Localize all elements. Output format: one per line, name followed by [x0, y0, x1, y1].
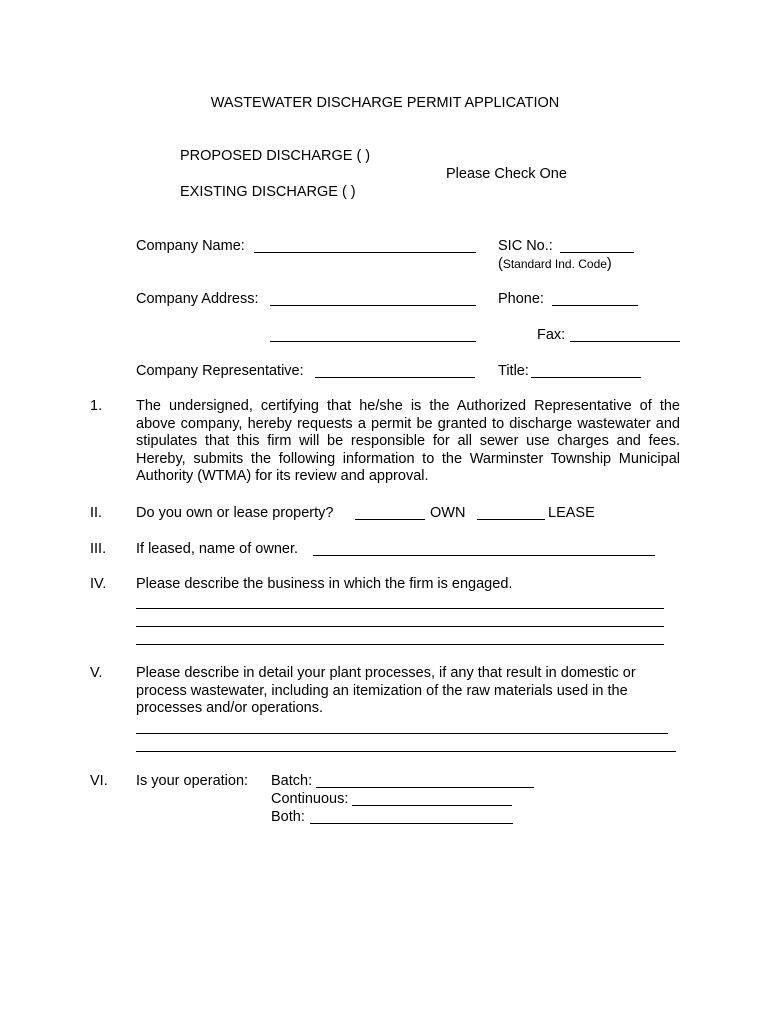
- plant-processes-line-2[interactable]: [136, 751, 676, 752]
- continuous-field[interactable]: [352, 805, 512, 806]
- phone-label: Phone:: [498, 291, 544, 307]
- business-description-line-2[interactable]: [136, 626, 664, 627]
- sic-label: SIC No.:: [498, 238, 553, 254]
- company-address-field[interactable]: [270, 305, 476, 306]
- own-field[interactable]: [355, 519, 425, 520]
- both-label: Both:: [271, 809, 305, 825]
- check-note: Please Check One: [446, 166, 567, 182]
- owner-name-field[interactable]: [313, 555, 655, 556]
- company-name-label: Company Name:: [136, 238, 245, 254]
- lease-field[interactable]: [477, 519, 545, 520]
- page-title: WASTEWATER DISCHARGE PERMIT APPLICATION: [210, 95, 560, 111]
- owner-name-label: If leased, name of owner.: [136, 541, 299, 557]
- section-6-number: VI.: [90, 773, 108, 789]
- plant-processes-line-1[interactable]: [136, 733, 668, 734]
- section-5-number: V.: [90, 665, 103, 681]
- company-address-label: Company Address:: [136, 291, 259, 307]
- own-label: OWN: [430, 505, 466, 521]
- title-field[interactable]: [531, 377, 641, 378]
- section-1-number: 1.: [90, 398, 103, 414]
- phone-field[interactable]: [552, 305, 638, 306]
- fax-label: Fax:: [537, 327, 566, 343]
- sic-note: (Standard Ind. Code): [498, 256, 612, 272]
- business-description-line-1[interactable]: [136, 608, 664, 609]
- operation-question: Is your operation:: [136, 773, 249, 789]
- section-3-number: III.: [90, 541, 107, 557]
- company-representative-label: Company Representative:: [136, 363, 304, 379]
- business-description-label: Please describe the business in which the firm is engaged.: [136, 576, 513, 592]
- title-label: Title:: [498, 363, 529, 379]
- proposed-discharge-option[interactable]: PROPOSED DISCHARGE ( ): [180, 148, 371, 164]
- section-4-number: IV.: [90, 576, 107, 592]
- fax-field[interactable]: [570, 341, 680, 342]
- section-2-number: II.: [90, 505, 103, 521]
- section-1-text: The undersigned, certifying that he/she is the Authorized Representative of the above company, hereby requests a permit be granted to discharge wastewater and stipulates that this firm will be responsible for all sewer use charges and fees. Hereby, submits the following information to the Warminster Township Municipal Authority (WTMA) for its review and approval.: [136, 398, 680, 485]
- existing-discharge-option[interactable]: EXISTING DISCHARGE ( ): [180, 184, 356, 200]
- business-description-line-3[interactable]: [136, 644, 664, 645]
- batch-field[interactable]: [316, 787, 534, 788]
- company-address-field-2[interactable]: [270, 341, 476, 342]
- sic-field[interactable]: [560, 252, 634, 253]
- continuous-label: Continuous:: [271, 791, 349, 807]
- both-field[interactable]: [310, 823, 513, 824]
- company-name-field[interactable]: [254, 252, 476, 253]
- company-representative-field[interactable]: [315, 377, 475, 378]
- batch-label: Batch:: [271, 773, 313, 789]
- lease-label: LEASE: [548, 505, 595, 521]
- own-lease-question: Do you own or lease property?: [136, 505, 334, 521]
- section-5-text: Please describe in detail your plant processes, if any that result in domestic or process wastewater, including an itemization of the raw materials used in the processes and/or operations.: [136, 665, 636, 717]
